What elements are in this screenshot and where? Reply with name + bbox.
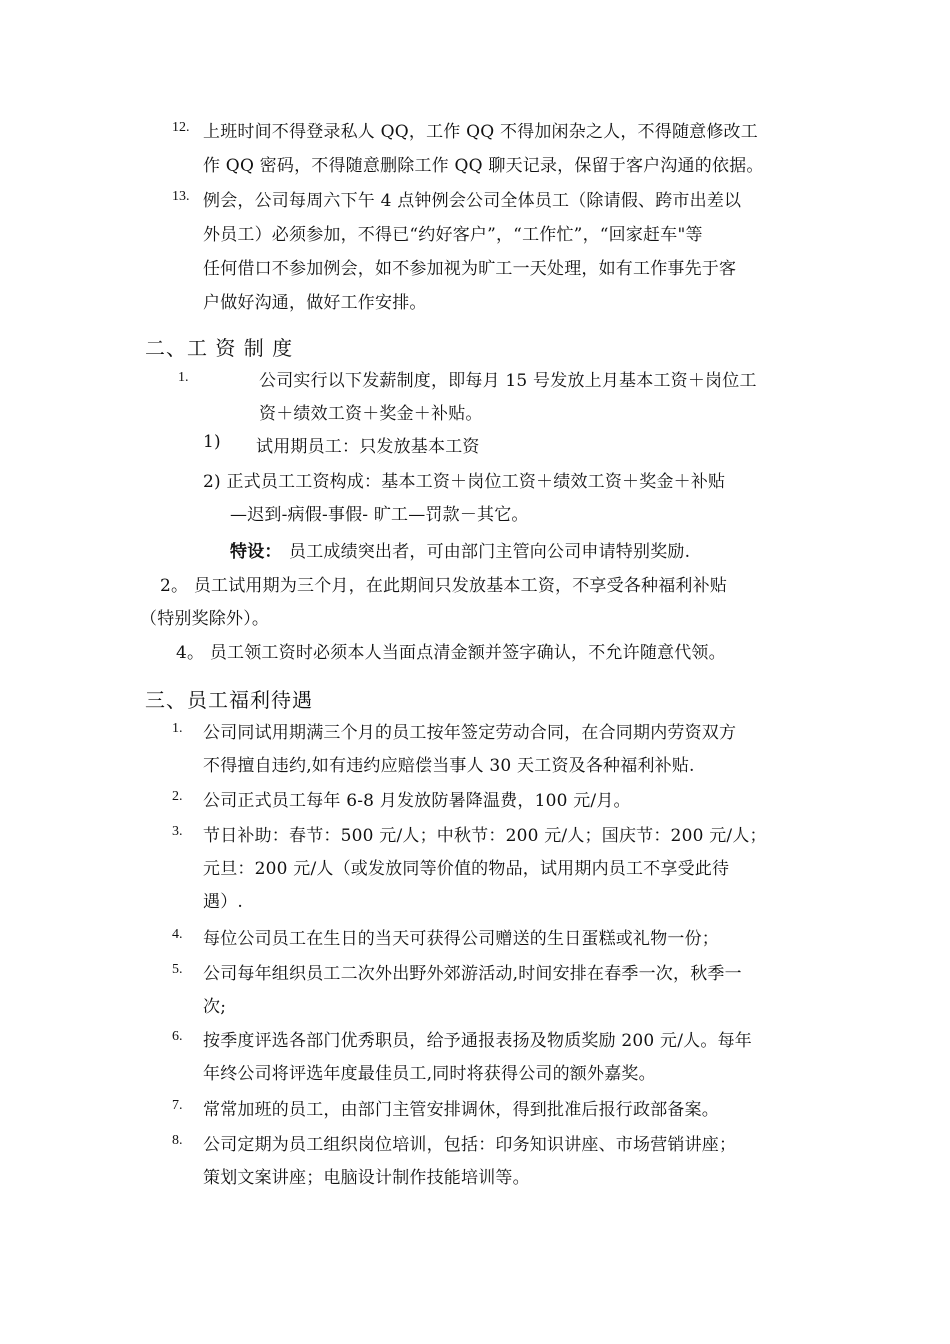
item-number: 12. [172,120,190,135]
item-text-line: 资＋绩效工资＋奖金＋补贴。 [259,404,483,424]
item-text-line: 元旦：200 元/人（或发放同等价值的物品，试用期内员工不享受此待 [203,859,730,879]
item-number: 8. [172,1133,183,1148]
item-number: 13. [172,189,190,204]
item-number: 2. [172,789,183,804]
item-text-line: 公司定期为员工组织岗位培训，包括：印务知识讲座、市场营销讲座； [203,1135,737,1155]
paragraph-line: 4。 员工领工资时必须本人当面点清金额并签字确认，不允许随意代领。 [176,643,726,663]
deduction-text: —迟到-病假-事假- 旷工—罚款－其它。 [230,505,529,525]
item-number: 3. [172,824,183,839]
paragraph-line: （特别奖除外）。 [140,609,270,629]
section-heading: 三、员工福利待遇 [145,688,313,712]
item-text-line: 作 QQ 密码，不得随意删除工作 QQ 聊天记录，保留于客户沟通的依据。 [203,156,764,176]
subitem-text: 试用期员工：只发放基本工资 [256,437,480,457]
item-number: 6. [172,1029,183,1044]
item-text-line: 不得擅自违约,如有违约应赔偿当事人 30 天工资及各种福利补贴. [203,756,695,776]
item-text-line: 节日补助：春节：500 元/人；中秋节：200 元/人；国庆节：200 元/人； [203,826,767,846]
item-text-line: 外员工）必须参加，不得已“约好客户”，“工作忙”，“回家赶车"等 [203,225,703,245]
item-text-line: 上班时间不得登录私人 QQ，工作 QQ 不得加闲杂之人，不得随意修改工 [203,122,758,142]
item-text-line: 按季度评选各部门优秀职员，给予通报表扬及物质奖励 200 元/人。每年 [203,1031,752,1051]
paragraph-line: 2。 员工试用期为三个月，在此期间只发放基本工资，不享受各种福利补贴 [160,576,728,596]
item-text-line: 任何借口不参加例会，如不参加视为旷工一天处理，如有工作事先于客 [203,259,737,279]
item-text-line: 年终公司将评选年度最佳员工,同时将获得公司的额外嘉奖。 [203,1064,656,1084]
item-text-line: 次; [203,997,227,1017]
special-label: 特设： [230,542,282,562]
item-number: 4. [172,927,183,942]
special-text: 员工成绩突出者，可由部门主管向公司申请特别奖励. [289,542,691,562]
item-text-line: 例会，公司每周六下午 4 点钟例会公司全体员工（除请假、跨市出差以 [203,191,742,211]
item-text-line: 户做好沟通，做好工作安排。 [203,293,427,313]
item-text-line: 公司实行以下发薪制度，即每月 15 号发放上月基本工资＋岗位工 [259,371,757,391]
item-text-line: 常常加班的员工，由部门主管安排调休，得到批准后报行政部备案。 [203,1100,719,1120]
item-text-line: 公司每年组织员工二次外出野外郊游活动,时间安排在春季一次，秋季一 [203,964,742,984]
item-text-line: 每位公司员工在生日的当天可获得公司赠送的生日蛋糕或礼物一份； [203,929,719,949]
item-number: 5. [172,962,183,977]
section-heading: 二、工 资 制 度 [145,336,294,360]
item-text-line: 公司正式员工每年 6-8 月发放防暑降温费，100 元/月。 [203,791,631,811]
item-number: 7. [172,1098,183,1113]
subitem-text: 2) 正式员工工资构成：基本工资＋岗位工资＋绩效工资＋奖金＋补贴 [203,472,726,492]
item-number: 1. [178,370,189,385]
subitem-number: 1) [203,432,221,452]
item-text-line: 策划文案讲座；电脑设计制作技能培训等。 [203,1168,530,1188]
item-text-line: 遇）. [203,892,244,912]
item-number: 1. [172,721,183,736]
item-text-line: 公司同试用期满三个月的员工按年签定劳动合同，在合同期内劳资双方 [203,723,737,743]
